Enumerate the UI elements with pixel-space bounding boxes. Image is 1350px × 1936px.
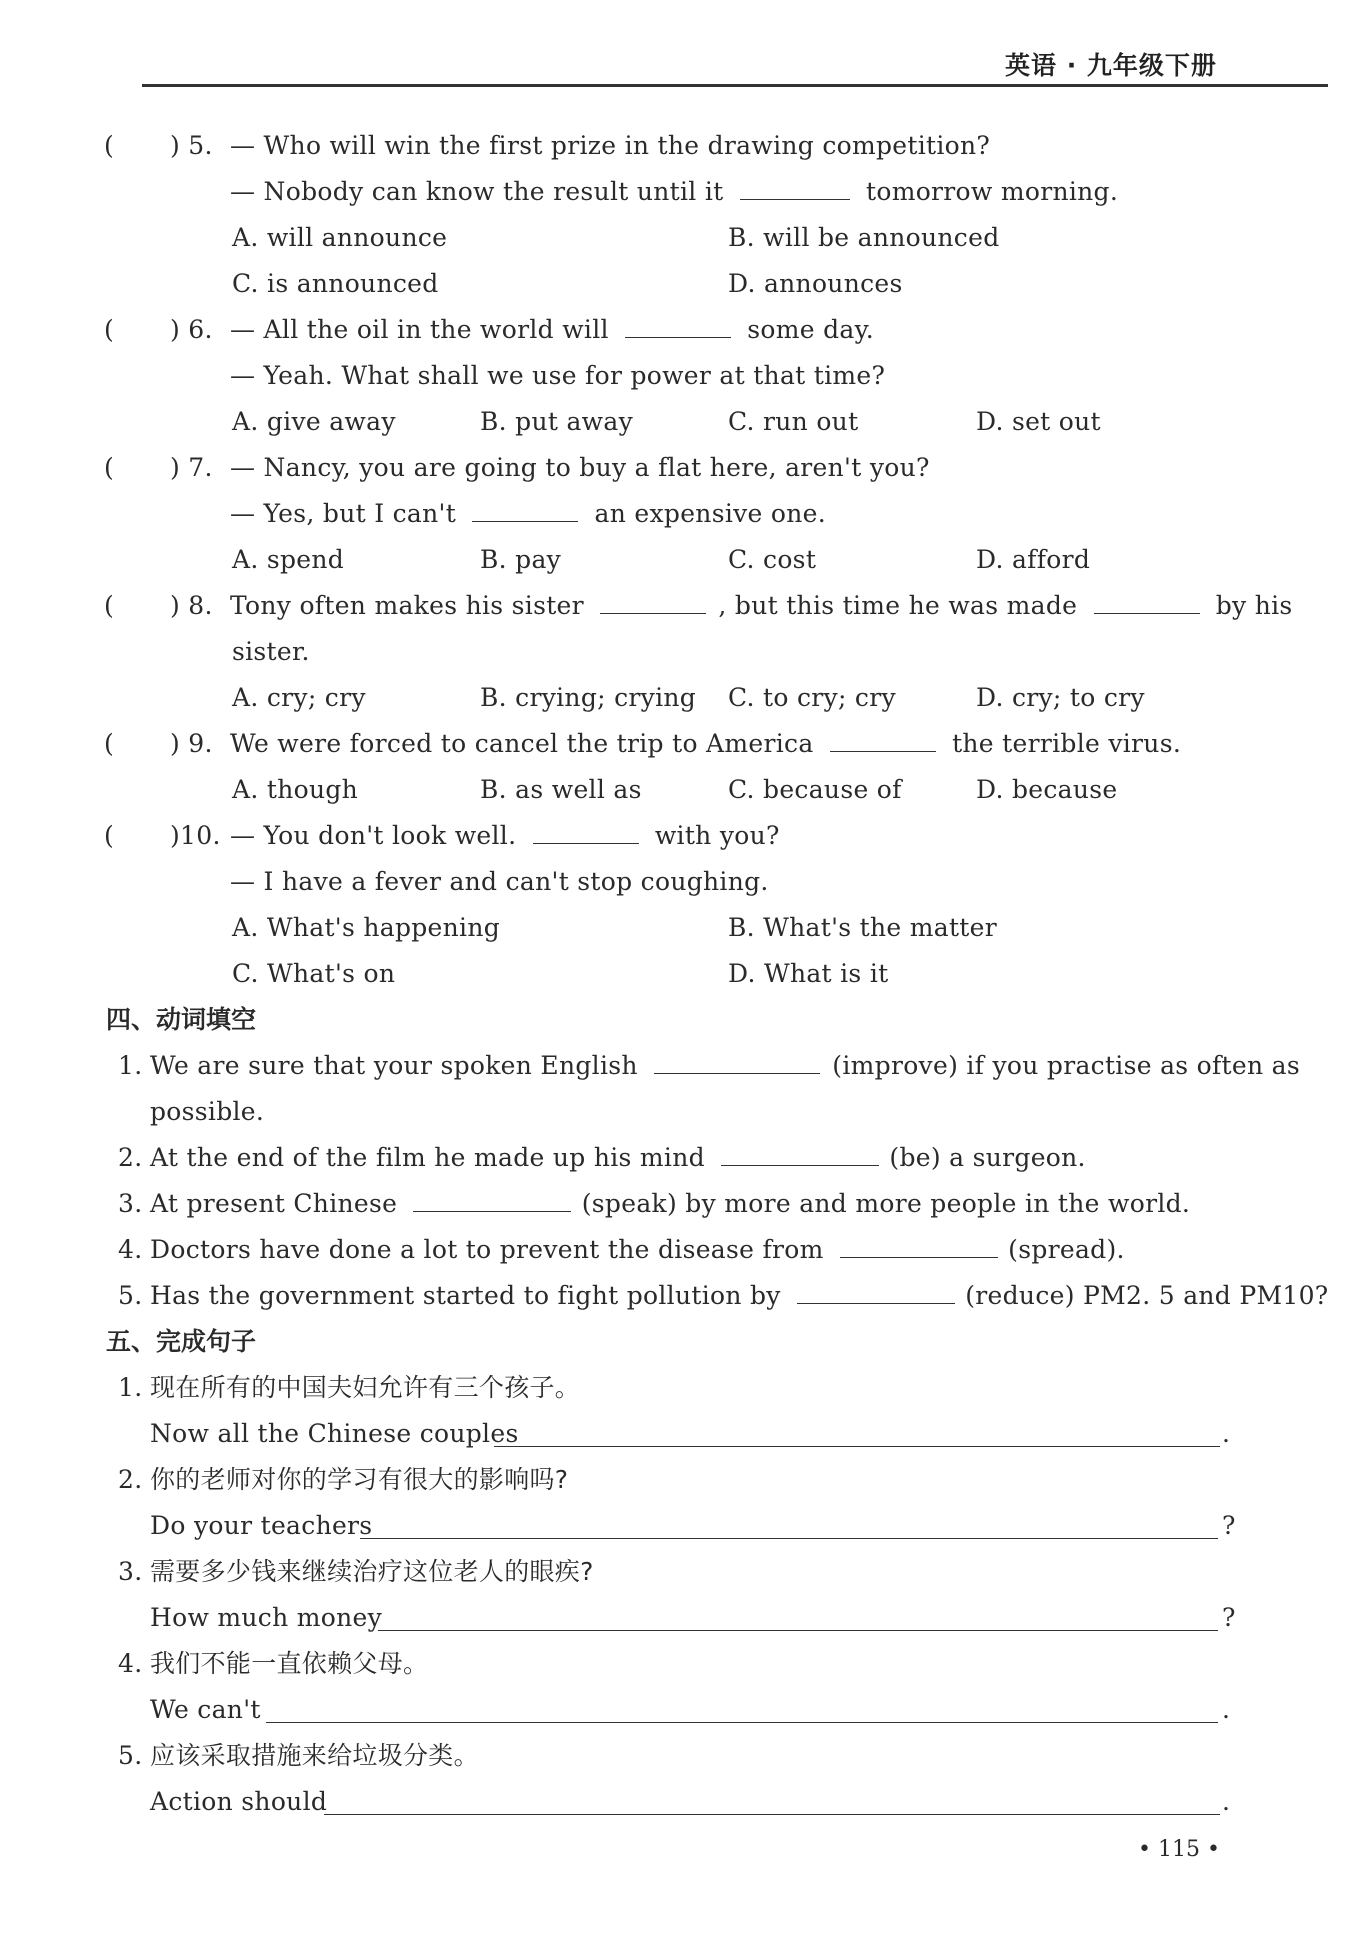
chinese-prompt: 现在所有的中国夫妇允许有三个孩子。: [150, 1373, 581, 1402]
option-b: B. put away: [480, 407, 633, 436]
item-number: 1.: [118, 1373, 143, 1402]
item-number: 3.: [118, 1189, 143, 1218]
option-a: A. What's happening: [232, 913, 501, 942]
answer-blank[interactable]: [654, 1051, 820, 1074]
answer-blank[interactable]: [472, 499, 578, 522]
end-punctuation: ?: [1222, 1603, 1236, 1632]
answer-blank[interactable]: [413, 1189, 571, 1212]
option-d: D. cry; to cry: [976, 683, 1145, 712]
answer-line[interactable]: [324, 1792, 1220, 1815]
question-number: ) 8.: [170, 591, 213, 620]
option-c: C. to cry; cry: [728, 683, 896, 712]
section-title-complete-sentences: 五、完成句子: [106, 1327, 257, 1356]
option-c: C. What's on: [232, 959, 396, 988]
header-title: 英语 · 九年级下册: [1005, 51, 1217, 80]
answer-blank[interactable]: [840, 1235, 998, 1258]
chinese-prompt: 需要多少钱来继续治疗这位老人的眼疾?: [150, 1557, 594, 1586]
option-d: D. What is it: [728, 959, 889, 988]
answer-blank[interactable]: [797, 1281, 955, 1304]
question-number: ) 7.: [170, 453, 213, 482]
sentence-after: (improve) if you practise as often as: [832, 1051, 1300, 1080]
answer-paren: (: [104, 591, 114, 620]
item-number: 2.: [118, 1143, 143, 1172]
reply-before: — Yes, but I can't: [230, 499, 457, 528]
option-d: D. announces: [728, 269, 903, 298]
stem-after: the terrible virus.: [952, 729, 1182, 758]
english-start: Now all the Chinese couples: [150, 1419, 519, 1448]
question-stem: — Who will win the first prize in the drawing competition?: [230, 131, 991, 160]
answer-blank[interactable]: [625, 315, 731, 338]
english-start: How much money: [150, 1603, 383, 1632]
stem-after: by his: [1215, 591, 1293, 620]
item-number: 1.: [118, 1051, 143, 1080]
answer-paren: (: [104, 453, 114, 482]
english-start: Action should: [150, 1787, 328, 1816]
question-number: ) 5.: [170, 131, 213, 160]
answer-blank[interactable]: [830, 729, 936, 752]
item-sentence: [150, 1188, 1190, 1220]
answer-paren: (: [104, 821, 114, 850]
question-stem: [230, 314, 874, 346]
item-sentence: [150, 1234, 1125, 1266]
question-stem: [230, 590, 1293, 622]
answer-blank[interactable]: [600, 591, 706, 614]
sentence-before: At the end of the film he made up his mind: [150, 1143, 705, 1172]
option-a: A. give away: [232, 407, 396, 436]
answer-paren: (: [104, 729, 114, 758]
sentence-before: Doctors have done a lot to prevent the disease from: [150, 1235, 824, 1264]
end-punctuation: .: [1222, 1787, 1231, 1816]
item-sentence: [150, 1050, 1300, 1082]
chinese-prompt: 我们不能一直依赖父母。: [150, 1649, 429, 1678]
answer-paren: (: [104, 131, 114, 160]
page-number: • 115 •: [1138, 1837, 1220, 1862]
reply-before: — Nobody can know the result until it: [230, 177, 724, 206]
option-a: A. though: [232, 775, 359, 804]
stem-after: some day.: [747, 315, 874, 344]
option-b: B. will be announced: [728, 223, 1000, 252]
answer-line[interactable]: [360, 1516, 1218, 1539]
answer-line[interactable]: [378, 1608, 1218, 1631]
answer-blank[interactable]: [1094, 591, 1200, 614]
option-a: A. will announce: [232, 223, 448, 252]
sentence-before: We are sure that your spoken English: [150, 1051, 638, 1080]
chinese-prompt: 你的老师对你的学习有很大的影响吗?: [150, 1465, 569, 1494]
question-stem: [230, 820, 780, 852]
question-stem: [230, 728, 1181, 760]
sentence-before: Has the government started to fight pollution by: [150, 1281, 781, 1310]
question-stem-cont: sister.: [232, 637, 310, 666]
option-c: C. is announced: [232, 269, 439, 298]
option-c: C. because of: [728, 775, 902, 804]
question-number: )10.: [170, 821, 221, 850]
item-number: 4.: [118, 1235, 143, 1264]
item-number: 3.: [118, 1557, 143, 1586]
end-punctuation: ?: [1222, 1511, 1236, 1540]
option-d: D. because: [976, 775, 1118, 804]
sentence-after: (speak) by more and more people in the world.: [581, 1189, 1191, 1218]
answer-line[interactable]: [266, 1700, 1218, 1723]
option-b: B. What's the matter: [728, 913, 998, 942]
option-b: B. pay: [480, 545, 562, 574]
option-d: D. afford: [976, 545, 1091, 574]
item-number: 4.: [118, 1649, 143, 1678]
item-sentence: [150, 1280, 1329, 1312]
stem-before: Tony often makes his sister: [230, 591, 584, 620]
reply-after: an expensive one.: [594, 499, 826, 528]
header-rule: [142, 84, 1328, 87]
option-c: C. run out: [728, 407, 859, 436]
stem-mid: , but this time he was made: [718, 591, 1078, 620]
sentence-after: (be) a surgeon.: [889, 1143, 1086, 1172]
item-number: 2.: [118, 1465, 143, 1494]
option-a: A. spend: [232, 545, 345, 574]
sentence-before: At present Chinese: [150, 1189, 398, 1218]
question-reply: [230, 176, 1118, 208]
end-punctuation: .: [1222, 1419, 1231, 1448]
section-title-verb-fill: 四、动词填空: [106, 1005, 257, 1034]
english-start: Do your teachers: [150, 1511, 373, 1540]
answer-blank[interactable]: [533, 821, 639, 844]
question-stem: — Nancy, you are going to buy a flat here, aren't you?: [230, 453, 930, 482]
english-start: We can't: [150, 1695, 261, 1724]
question-number: ) 6.: [170, 315, 213, 344]
stem-before: — All the oil in the world will: [230, 315, 609, 344]
stem-before: — You don't look well.: [230, 821, 517, 850]
option-b: B. as well as: [480, 775, 642, 804]
stem-after: with you?: [654, 821, 780, 850]
option-d: D. set out: [976, 407, 1101, 436]
option-a: A. cry; cry: [232, 683, 366, 712]
sentence-after: (reduce) PM2. 5 and PM10?: [965, 1281, 1329, 1310]
item-sentence-cont: possible.: [150, 1097, 265, 1126]
stem-before: We were forced to cancel the trip to America: [230, 729, 814, 758]
answer-blank[interactable]: [721, 1143, 879, 1166]
question-reply: [230, 498, 826, 530]
reply-after: tomorrow morning.: [866, 177, 1119, 206]
item-sentence: [150, 1142, 1086, 1174]
end-punctuation: .: [1222, 1695, 1231, 1724]
answer-line[interactable]: [494, 1424, 1220, 1447]
item-number: 5.: [118, 1281, 143, 1310]
question-number: ) 9.: [170, 729, 213, 758]
question-reply: — I have a fever and can't stop coughing.: [230, 867, 769, 896]
question-reply: — Yeah. What shall we use for power at that time?: [230, 361, 886, 390]
chinese-prompt: 应该采取措施来给垃圾分类。: [150, 1741, 479, 1770]
answer-paren: (: [104, 315, 114, 344]
item-number: 5.: [118, 1741, 143, 1770]
option-b: B. crying; crying: [480, 683, 697, 712]
answer-blank[interactable]: [740, 177, 850, 200]
option-c: C. cost: [728, 545, 817, 574]
sentence-after: (spread).: [1008, 1235, 1125, 1264]
